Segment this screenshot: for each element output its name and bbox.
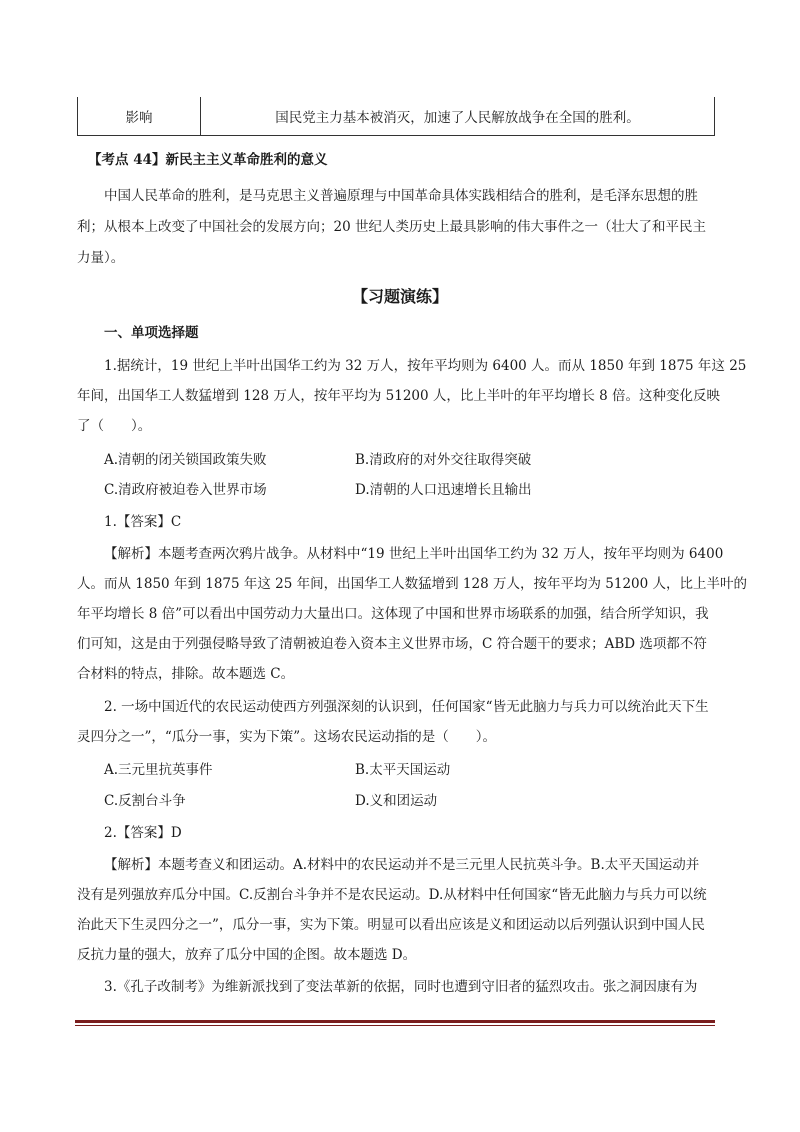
q2-option-a: A.三元里抗英事件: [104, 762, 213, 778]
q2-analysis-line: 反抗力量的强大，放弃了瓜分中国的企图。故本题选 D。: [77, 947, 417, 963]
q1-analysis-line: 们可知，这是由于列强侵略导致了清朝被迫卷入资本主义世界市场，C 符合题干的要求；ABD 选项都不符: [77, 636, 707, 652]
q1-analysis-line: 年平均增长 8 倍”可以看出中国劳动力大量出口。这体现了中国和世界市场联系的加强，结合所学知识，我: [77, 606, 709, 622]
q1-analysis-line: 合材料的特点，排除。故本题选 C。: [77, 666, 295, 682]
q3-stem-line: 3.《孔子改制考》为维新派找到了变法革新的依据，同时也遭到守旧者的猛烈攻击。张之洞因康有为: [104, 979, 698, 995]
q2-option-d: D.义和团运动: [355, 793, 438, 809]
exercise-title: 【习题演练】: [351, 287, 448, 306]
kaodian-line: 力量）。: [77, 250, 125, 266]
q2-stem-line: 灵四分之一”，“瓜分一事，实为下策”。这场农民运动指的是（ ）。: [77, 729, 496, 745]
q1-stem-line: 了（ ）。: [77, 418, 152, 434]
q2-stem-line: 2. 一场中国近代的农民运动使西方列强深刻的认识到，任何国家“皆无此脑力与兵力可以统治此天下生: [104, 699, 709, 715]
footer-rule-thin: [75, 1025, 715, 1026]
q2-analysis-line: 【解析】本题考查义和团运动。A.材料中的农民运动并不是三元里人民抗英斗争。B.太平天国运动并: [104, 857, 700, 873]
footer-rule: [75, 1020, 715, 1023]
q2-answer: 2.【答案】D: [104, 825, 182, 841]
q1-option-c: C.清政府被迫卷入世界市场: [104, 482, 267, 498]
table-value-cell: 国民党主力基本被消灭，加速了人民解放战争在全国的胜利。: [201, 97, 715, 136]
q1-analysis-line: 【解析】本题考查两次鸦片战争。从材料中“19 世纪上半叶出国华工约为 32 万人，按年平均则为 6400: [104, 546, 724, 562]
table-label-cell: 影响: [78, 97, 201, 136]
q2-option-c: C.反割台斗争: [104, 793, 186, 809]
q2-option-b: B.太平天国运动: [355, 762, 451, 778]
q1-stem-line: 年间，出国华工人数猛增到 128 万人，按年平均为 51200 人，比上半叶的年平均增长 8 倍。这种变化反映: [77, 388, 721, 404]
q1-stem-line: 1.据统计，19 世纪上半叶出国华工约为 32 万人，按年平均则为 6400 人。而从 1850 年到 1875 年这 25: [104, 358, 747, 374]
q1-option-b: B.清政府的对外交往取得突破: [355, 452, 532, 468]
q2-analysis-line: 没有是列强放弃瓜分中国。C.反割台斗争并不是农民运动。D.从材料中任何国家“皆无此脑力与兵力可以统: [77, 887, 707, 903]
q2-analysis-line: 治此天下生灵四分之一”，瓜分一事，实为下策。明显可以看出应该是义和团运动以后列强认识到中国人民: [77, 917, 705, 933]
summary-table: [77, 97, 715, 136]
q1-analysis-line: 人。而从 1850 年到 1875 年这 25 年间，出国华工人数猛增到 128 万人，按年平均为 51200 人，比上半叶的: [77, 576, 748, 592]
q1-option-d: D.清朝的人口迅速增长且输出: [355, 482, 532, 498]
kaodian-line: 利；从根本上改变了中国社会的发展方向；20 世纪人类历史上最具影响的伟大事件之一（壮大了和平民主: [77, 219, 706, 235]
kaodian-line: 中国人民革命的胜利，是马克思主义普遍原理与中国革命具体实践相结合的胜利，是毛泽东思想的胜: [104, 188, 698, 204]
kaodian-title: 【考点 44】新民主主义革命胜利的意义: [88, 152, 328, 168]
section-title: 一、单项选择题: [104, 325, 199, 341]
q1-answer: 1.【答案】C: [104, 514, 182, 530]
q1-option-a: A.清朝的闭关锁国政策失败: [104, 452, 267, 468]
